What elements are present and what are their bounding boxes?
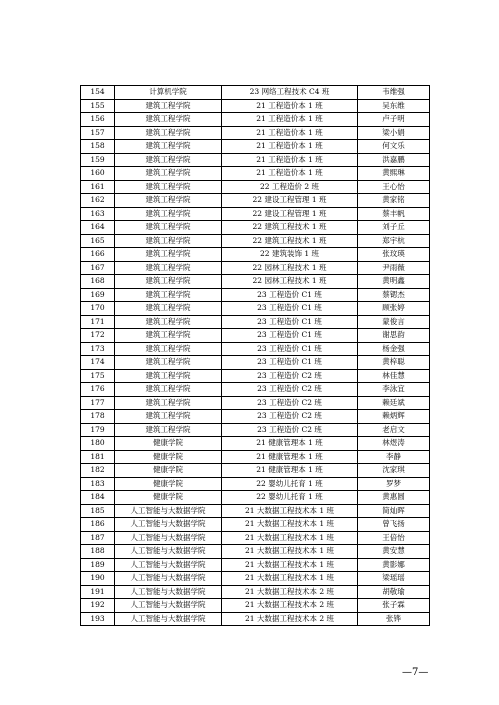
- college-cell: 建筑工程学院: [115, 288, 222, 302]
- row-index-cell: 155: [81, 99, 115, 113]
- student-name-cell: 吴东维: [358, 99, 430, 113]
- table-row: [81, 464, 430, 478]
- college-cell: 建筑工程学院: [115, 234, 222, 248]
- college-cell: 人工智能与大数据学院: [115, 518, 222, 532]
- row-index-cell: 156: [81, 113, 115, 127]
- row-index-cell: 176: [81, 383, 115, 397]
- table-row: [81, 491, 430, 505]
- class-cell: 21 工程造价本 1 班: [222, 126, 358, 140]
- student-name-cell: 顾张婷: [358, 302, 430, 316]
- student-name-cell: 赖炳辉: [358, 410, 430, 424]
- college-cell: 建筑工程学院: [115, 126, 222, 140]
- student-name-cell: 黄梓聪: [358, 356, 430, 370]
- table-row: [81, 86, 430, 100]
- student-name-cell: 卢子明: [358, 113, 430, 127]
- class-cell: 22 建筑装饰 1 班: [222, 248, 358, 262]
- table-row: [81, 329, 430, 343]
- class-cell: 21 工程造价本 1 班: [222, 153, 358, 167]
- row-index-cell: 158: [81, 140, 115, 154]
- class-cell: 21 大数据工程技术本 1 班: [222, 531, 358, 545]
- row-index-cell: 193: [81, 612, 115, 626]
- class-cell: 22 园林工程技术 1 班: [222, 261, 358, 275]
- row-index-cell: 157: [81, 126, 115, 140]
- table-row: [81, 410, 430, 424]
- class-cell: 23 工程造价 C2 班: [222, 396, 358, 410]
- row-index-cell: 169: [81, 288, 115, 302]
- student-name-cell: 胡敬瑜: [358, 585, 430, 599]
- row-index-cell: 173: [81, 342, 115, 356]
- class-cell: 21 健康管理本 1 班: [222, 464, 358, 478]
- class-cell: 23 工程造价 C1 班: [222, 342, 358, 356]
- college-cell: 健康学院: [115, 437, 222, 451]
- table-row: [81, 234, 430, 248]
- student-name-cell: 洪嘉鹏: [358, 153, 430, 167]
- table-row: [81, 221, 430, 235]
- table-row: [81, 504, 430, 518]
- row-index-cell: 185: [81, 504, 115, 518]
- row-index-cell: 154: [81, 86, 115, 100]
- table-row: [81, 275, 430, 289]
- class-cell: 22 园林工程技术 1 班: [222, 275, 358, 289]
- class-cell: 21 大数据工程技术本 1 班: [222, 558, 358, 572]
- row-index-cell: 167: [81, 261, 115, 275]
- class-cell: 21 大数据工程技术本 2 班: [222, 599, 358, 613]
- college-cell: 人工智能与大数据学院: [115, 545, 222, 559]
- student-name-cell: 何文乐: [358, 140, 430, 154]
- class-cell: 21 大数据工程技术本 2 班: [222, 585, 358, 599]
- row-index-cell: 190: [81, 572, 115, 586]
- row-index-cell: 160: [81, 167, 115, 181]
- table-row: [81, 383, 430, 397]
- college-cell: 建筑工程学院: [115, 369, 222, 383]
- college-cell: 建筑工程学院: [115, 261, 222, 275]
- college-cell: 建筑工程学院: [115, 194, 222, 208]
- row-index-cell: 168: [81, 275, 115, 289]
- college-cell: 人工智能与大数据学院: [115, 558, 222, 572]
- row-index-cell: 178: [81, 410, 115, 424]
- student-name-cell: 梁瑶瑶: [358, 572, 430, 586]
- class-cell: 23 工程造价 C2 班: [222, 410, 358, 424]
- college-cell: 建筑工程学院: [115, 410, 222, 424]
- table-row: [81, 396, 430, 410]
- class-cell: 22 建筑工程技术 1 班: [222, 221, 358, 235]
- table-row: [81, 302, 430, 316]
- table-row: [81, 207, 430, 221]
- row-index-cell: 175: [81, 369, 115, 383]
- table-row: [81, 113, 430, 127]
- table-row: [81, 612, 430, 626]
- row-index-cell: 192: [81, 599, 115, 613]
- table-row: [81, 194, 430, 208]
- student-name-cell: 李泳宜: [358, 383, 430, 397]
- table-row: [81, 140, 430, 154]
- college-cell: 人工智能与大数据学院: [115, 531, 222, 545]
- table-row: [81, 99, 430, 113]
- student-name-cell: 张子霖: [358, 599, 430, 613]
- college-cell: 建筑工程学院: [115, 423, 222, 437]
- college-cell: 建筑工程学院: [115, 180, 222, 194]
- college-cell: 建筑工程学院: [115, 167, 222, 181]
- college-cell: 建筑工程学院: [115, 140, 222, 154]
- table-row: [81, 423, 430, 437]
- college-cell: 人工智能与大数据学院: [115, 599, 222, 613]
- table-row: [81, 531, 430, 545]
- college-cell: 建筑工程学院: [115, 356, 222, 370]
- college-cell: 建筑工程学院: [115, 99, 222, 113]
- college-cell: 建筑工程学院: [115, 207, 222, 221]
- table-row: [81, 315, 430, 329]
- student-name-cell: 黄家铭: [358, 194, 430, 208]
- student-name-cell: 黄明鑫: [358, 275, 430, 289]
- class-cell: 21 健康管理本 1 班: [222, 437, 358, 451]
- student-name-cell: 曾飞扬: [358, 518, 430, 532]
- class-cell: 21 大数据工程技术本 1 班: [222, 545, 358, 559]
- row-index-cell: 183: [81, 477, 115, 491]
- college-cell: 计算机学院: [115, 86, 222, 100]
- student-name-cell: 赖廷斌: [358, 396, 430, 410]
- college-cell: 健康学院: [115, 464, 222, 478]
- student-name-cell: 谢思韵: [358, 329, 430, 343]
- student-name-cell: 林煜涛: [358, 437, 430, 451]
- student-name-cell: 郑宇杭: [358, 234, 430, 248]
- class-cell: 23 工程造价 C2 班: [222, 369, 358, 383]
- row-index-cell: 189: [81, 558, 115, 572]
- student-name-cell: 蒙俊言: [358, 315, 430, 329]
- student-name-cell: 蔡丰帆: [358, 207, 430, 221]
- table-row: [81, 180, 430, 194]
- college-cell: 人工智能与大数据学院: [115, 572, 222, 586]
- table-row: [81, 356, 430, 370]
- row-index-cell: 186: [81, 518, 115, 532]
- row-index-cell: 188: [81, 545, 115, 559]
- college-cell: 建筑工程学院: [115, 221, 222, 235]
- row-index-cell: 164: [81, 221, 115, 235]
- student-name-cell: 张铧: [358, 612, 430, 626]
- class-cell: 22 婴幼儿托育 1 班: [222, 477, 358, 491]
- row-index-cell: 165: [81, 234, 115, 248]
- student-name-cell: 韦维强: [358, 86, 430, 100]
- student-name-cell: 林佳慧: [358, 369, 430, 383]
- student-name-cell: 黄影娜: [358, 558, 430, 572]
- student-name-cell: 尹雨薇: [358, 261, 430, 275]
- college-cell: 建筑工程学院: [115, 315, 222, 329]
- row-index-cell: 179: [81, 423, 115, 437]
- student-name-cell: 王倍怡: [358, 531, 430, 545]
- row-index-cell: 163: [81, 207, 115, 221]
- class-cell: 22 工程造价 2 班: [222, 180, 358, 194]
- class-cell: 23 工程造价 C1 班: [222, 302, 358, 316]
- college-cell: 健康学院: [115, 477, 222, 491]
- table-row: [81, 369, 430, 383]
- student-name-cell: 罗梦: [358, 477, 430, 491]
- student-name-cell: 李静: [358, 450, 430, 464]
- table-body: [81, 86, 430, 626]
- student-name-cell: 王心怡: [358, 180, 430, 194]
- row-index-cell: 177: [81, 396, 115, 410]
- class-cell: 22 建设工程管理 1 班: [222, 194, 358, 208]
- college-cell: 人工智能与大数据学院: [115, 585, 222, 599]
- class-cell: 23 工程造价 C2 班: [222, 383, 358, 397]
- class-cell: 21 工程造价本 1 班: [222, 99, 358, 113]
- college-cell: 建筑工程学院: [115, 329, 222, 343]
- student-name-cell: 梁小娟: [358, 126, 430, 140]
- class-cell: 23 工程造价 C2 班: [222, 423, 358, 437]
- class-cell: 22 建设工程管理 1 班: [222, 207, 358, 221]
- class-cell: 23 网络工程技术 C4 班: [222, 86, 358, 100]
- table-row: [81, 288, 430, 302]
- student-name-cell: 张玟瑛: [358, 248, 430, 262]
- row-index-cell: 174: [81, 356, 115, 370]
- class-cell: 22 建筑工程技术 1 班: [222, 234, 358, 248]
- college-cell: 建筑工程学院: [115, 342, 222, 356]
- student-name-cell: 黄熙琳: [358, 167, 430, 181]
- table-row: [81, 126, 430, 140]
- table-row: [81, 167, 430, 181]
- student-name-cell: 黄安慧: [358, 545, 430, 559]
- row-index-cell: 180: [81, 437, 115, 451]
- class-cell: 21 工程造价本 1 班: [222, 140, 358, 154]
- student-name-cell: 刘子丘: [358, 221, 430, 235]
- college-cell: 建筑工程学院: [115, 383, 222, 397]
- row-index-cell: 191: [81, 585, 115, 599]
- college-cell: 建筑工程学院: [115, 153, 222, 167]
- student-name-cell: 老启文: [358, 423, 430, 437]
- table-row: [81, 248, 430, 262]
- class-cell: 23 工程造价 C1 班: [222, 329, 358, 343]
- class-cell: 21 健康管理本 1 班: [222, 450, 358, 464]
- row-index-cell: 181: [81, 450, 115, 464]
- row-index-cell: 166: [81, 248, 115, 262]
- college-cell: 人工智能与大数据学院: [115, 612, 222, 626]
- table-row: [81, 518, 430, 532]
- class-cell: 22 婴幼儿托育 1 班: [222, 491, 358, 505]
- college-cell: 健康学院: [115, 450, 222, 464]
- student-name-cell: 沈家琪: [358, 464, 430, 478]
- table-row: [81, 437, 430, 451]
- row-index-cell: 171: [81, 315, 115, 329]
- table-row: [81, 558, 430, 572]
- student-name-cell: 黄惠圆: [358, 491, 430, 505]
- college-cell: 建筑工程学院: [115, 275, 222, 289]
- college-cell: 建筑工程学院: [115, 248, 222, 262]
- college-cell: 建筑工程学院: [115, 302, 222, 316]
- class-cell: 21 工程造价本 1 班: [222, 167, 358, 181]
- award-list-table: [80, 85, 430, 626]
- college-cell: 人工智能与大数据学院: [115, 504, 222, 518]
- table-row: [81, 342, 430, 356]
- class-cell: 23 工程造价 C1 班: [222, 288, 358, 302]
- row-index-cell: 161: [81, 180, 115, 194]
- student-name-cell: 杨金强: [358, 342, 430, 356]
- class-cell: 21 大数据工程技术本 1 班: [222, 504, 358, 518]
- row-index-cell: 162: [81, 194, 115, 208]
- row-index-cell: 187: [81, 531, 115, 545]
- class-cell: 21 大数据工程技术本 2 班: [222, 612, 358, 626]
- class-cell: 23 工程造价 C1 班: [222, 315, 358, 329]
- row-index-cell: 172: [81, 329, 115, 343]
- student-name-cell: 简灿晖: [358, 504, 430, 518]
- row-index-cell: 170: [81, 302, 115, 316]
- table-row: [81, 545, 430, 559]
- row-index-cell: 159: [81, 153, 115, 167]
- class-cell: 21 大数据工程技术本 1 班: [222, 518, 358, 532]
- table-row: [81, 585, 430, 599]
- class-cell: 21 大数据工程技术本 1 班: [222, 572, 358, 586]
- table-row: [81, 477, 430, 491]
- table-row: [81, 572, 430, 586]
- page-number: —7—: [402, 667, 429, 678]
- table-row: [81, 261, 430, 275]
- class-cell: 21 工程造价本 1 班: [222, 113, 358, 127]
- table-row: [81, 153, 430, 167]
- student-name-cell: 蔡锶杰: [358, 288, 430, 302]
- college-cell: 建筑工程学院: [115, 396, 222, 410]
- college-cell: 健康学院: [115, 491, 222, 505]
- row-index-cell: 182: [81, 464, 115, 478]
- row-index-cell: 184: [81, 491, 115, 505]
- table-row: [81, 450, 430, 464]
- table-row: [81, 599, 430, 613]
- class-cell: 23 工程造价 C1 班: [222, 356, 358, 370]
- college-cell: 建筑工程学院: [115, 113, 222, 127]
